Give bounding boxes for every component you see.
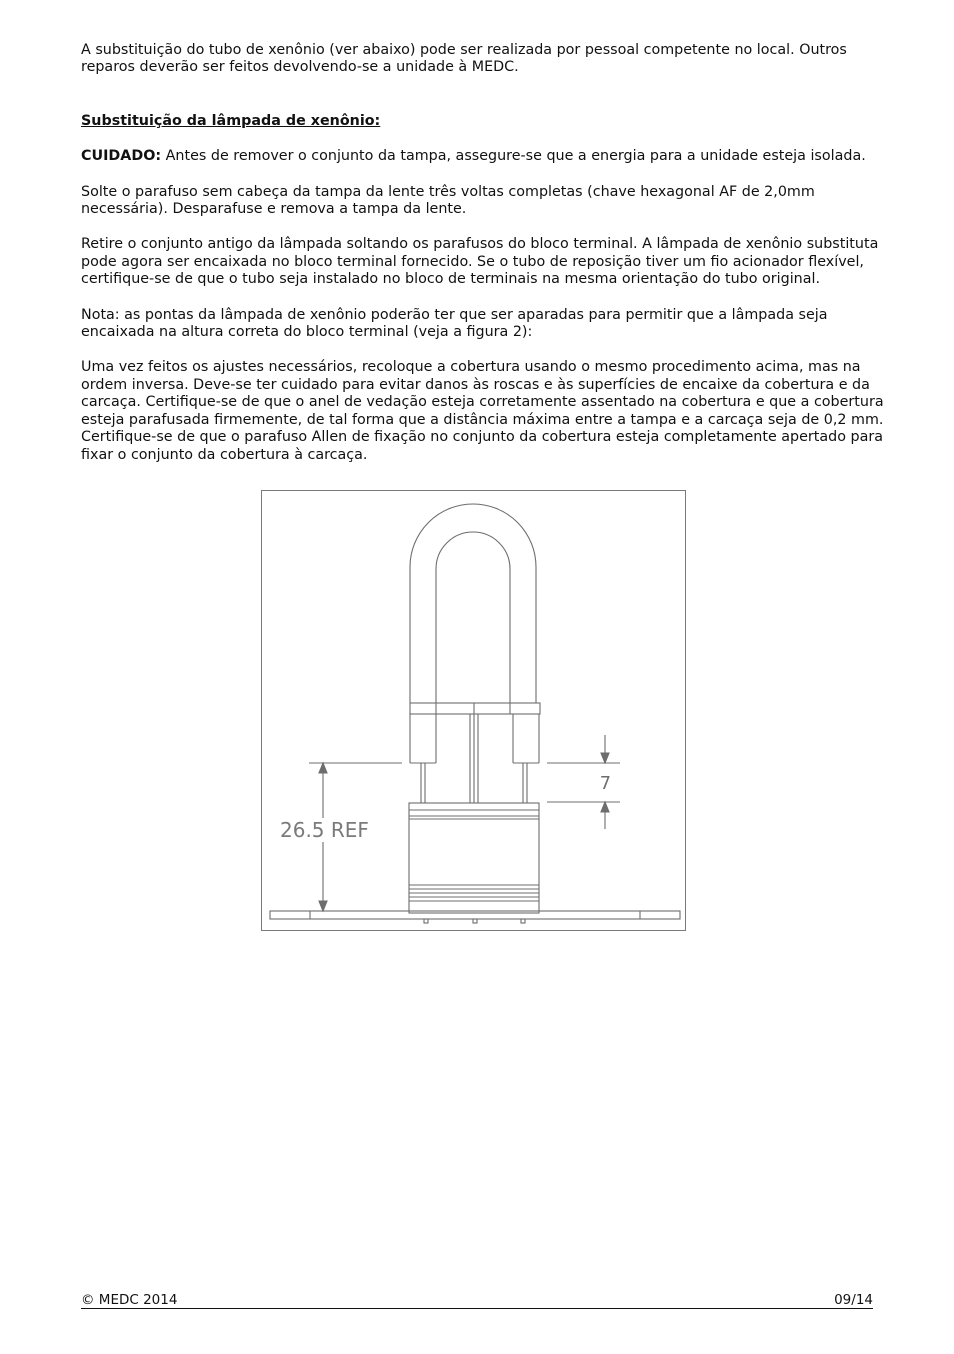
section-heading: Substituição da lâmpada de xenônio: [81,112,381,129]
tube-outer [410,504,536,703]
lamp-diagram [262,491,687,932]
step-paragraph-3: Uma vez feitos os ajustes necessários, recoloque a cobertura usando o mesmo procedimento acima, mas na ordem inversa. Deve-se ter cuidado para evitar danos às roscas e às superfícies de encaixe da cobertura e da carcaça. Certifique-se de que o anel de vedação esteja corretamente assentado na cobertura e que a cobertura esteja parafusada firmemente, de tal forma que a distância máxima entre a tampa e a carcaça seja de 0,2 mm. Certifique-se de que o parafuso Allen de fixação no conjunto da cobertura esteja completamente apertado para fixar o conjunto da cobertura à carcaça. [81,359,884,463]
document-body [81,42,893,482]
base-plate [270,911,680,919]
intro-paragraph: A substituição do tubo de xenônio (ver abaixo) pode ser realizada por pessoal competente no local. Outros reparos deverão ser feitos devolvendo-se a unidade à MEDC. [81,42,847,76]
footer-date: 09/14 [834,1292,873,1308]
footer-divider [81,1308,873,1309]
tube-inner [436,532,510,703]
lamp-diagram-figure [261,490,686,931]
note-paragraph: Nota: as pontas da lâmpada de xenônio poderão ter que ser aparadas para permitir que a lâmpada seja encaixada na altura correta do bloco terminal (veja a figura 2): [81,306,828,341]
step-paragraph-2: Retire o conjunto antigo da lâmpada soltando os parafusos do bloco terminal. A lâmpada de xenônio substituta pode agora ser encaixada no bloco terminal fornecido. Se o tubo de reposição tiver um fio acionador flexível, certifique-se de que o tubo seja instalado no bloco de terminais na mesma orientação do tubo original. [81,236,879,288]
caution-text: Antes de remover o conjunto da tampa, assegure-se que a energia para a unidade esteja isolada. [161,148,866,165]
caution-paragraph [81,148,893,165]
dim-7-label: 7 [600,773,611,794]
caution-label: CUIDADO: [81,148,162,165]
dim-ref-label: 26.5 REF [280,818,369,842]
footer-copyright: © MEDC 2014 [81,1292,178,1308]
collar-band [410,703,540,714]
step-paragraph-1: Solte o parafuso sem cabeça da tampa da lente três voltas completas (chave hexagonal AF de 2,0mm necessária). Desparafuse e remova a tampa da lente. [81,183,815,218]
